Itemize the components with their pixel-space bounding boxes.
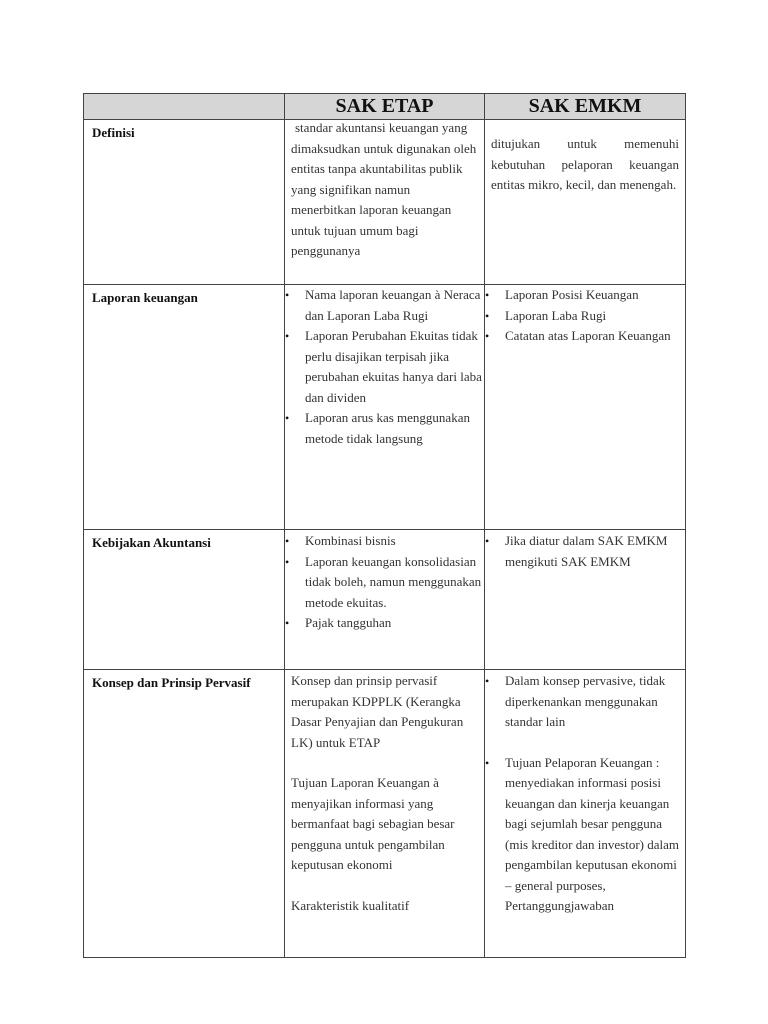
- list-item: • Laporan Laba Rugi: [485, 306, 685, 327]
- etap-konsep-para-3: Karakteristik kualitatif: [291, 897, 410, 913]
- header-blank-cell: [84, 94, 285, 120]
- emkm-kebijakan-list: [485, 530, 685, 572]
- list-item: • Laporan Posisi Keuangan: [485, 285, 685, 306]
- emkm-definisi-text: ditujukan untuk memenuhi kebutuhan pelaporan keuangan entitas mikro, kecil, dan menengah.: [491, 136, 679, 192]
- etap-kebijakan-list: [285, 530, 484, 634]
- cell-etap-kebijakan: [285, 530, 485, 670]
- list-item: • Laporan Perubahan Ekuitas tidak perlu disajikan terpisah jika perubahan ekuitas hanya dari laba dan dividen: [285, 326, 484, 408]
- list-item: • Pajak tangguhan: [285, 613, 484, 634]
- row-label-kebijakan-akuntansi: Kebijakan Akuntansi: [84, 530, 285, 670]
- etap-konsep-para-2: Tujuan Laporan Keuangan à menyajikan informasi yang bermanfaat bagi sebagian besar pengguna untuk pengambilan keputusan ekonomi: [291, 775, 455, 872]
- emkm-konsep-list: [485, 670, 685, 917]
- cell-etap-konsep: [285, 670, 485, 958]
- etap-konsep-para-1: Konsep dan prinsip pervasif merupakan KDPPLK (Kerangka Dasar Penyajian dan Pengukuran LK) untuk ETAP: [291, 673, 464, 750]
- list-item: • Catatan atas Laporan Keuangan: [485, 326, 685, 347]
- list-item: • Laporan arus kas menggunakan metode tidak langsung: [285, 408, 484, 449]
- comparison-table: [83, 93, 686, 958]
- row-label-laporan-keuangan: Laporan keuangan: [84, 285, 285, 530]
- table-row-kebijakan-akuntansi: [84, 530, 686, 670]
- etap-laporan-list: [285, 285, 484, 449]
- cell-emkm-kebijakan: [485, 530, 686, 670]
- cell-etap-definisi: [285, 120, 485, 285]
- cell-emkm-konsep: [485, 670, 686, 958]
- table-row-definisi: [84, 120, 686, 285]
- table-header-row: [84, 94, 686, 120]
- list-item: • Kombinasi bisnis: [285, 531, 484, 552]
- list-spacer: [485, 733, 685, 753]
- cell-emkm-definisi: [485, 120, 686, 285]
- list-item: • Tujuan Pelaporan Keuangan : menyediakan informasi posisi keuangan dan kinerja keuangan bagi sejumlah besar pengguna (mis kreditor dan investor) dalam pengambilan keputusan ekonomi – general purposes, Pertanggungjawaban: [485, 753, 685, 917]
- etap-konsep-content: [285, 670, 484, 916]
- row-label-konsep-prinsip: Konsep dan Prinsip Pervasif: [84, 670, 285, 958]
- list-item: • Laporan keuangan konsolidasian tidak boleh, namun menggunakan metode ekuitas.: [285, 552, 484, 614]
- table-row-laporan-keuangan: [84, 285, 686, 530]
- etap-definisi-text: standar akuntansi keuangan yang dimaksudkan untuk digunakan oleh entitas tanpa akuntabilitas publik yang signifikan namun menerbitkan laporan keuangan untuk tujuan umum bagi penggunanya: [291, 120, 477, 258]
- table-row-konsep-prinsip: [84, 670, 686, 958]
- list-item: • Dalam konsep pervasive, tidak diperkenankan menggunakan standar lain: [485, 671, 685, 733]
- emkm-laporan-list: [485, 285, 685, 347]
- header-sak-etap: SAK ETAP: [285, 94, 485, 120]
- row-label-definisi: Definisi: [84, 120, 285, 285]
- list-item: • Jika diatur dalam SAK EMKM mengikuti SAK EMKM: [485, 531, 685, 572]
- header-sak-emkm: SAK EMKM: [485, 94, 686, 120]
- list-item: • Nama laporan keuangan à Neraca dan Laporan Laba Rugi: [285, 285, 484, 326]
- cell-etap-laporan: [285, 285, 485, 530]
- cell-emkm-laporan: [485, 285, 686, 530]
